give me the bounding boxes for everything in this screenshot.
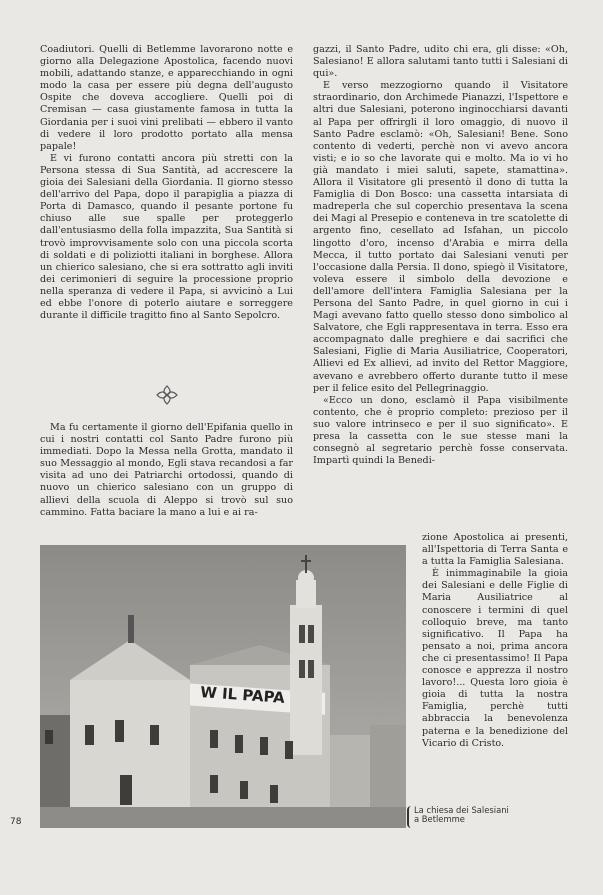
church-photo	[40, 545, 406, 828]
paragraph: gazzi, il Santo Padre, udito chi era, gli disse: «Oh, Salesiano! E allora salutami tanto tutti i Salesiani di qui».	[313, 44, 568, 80]
paragraph: Ma fu certamente il giorno dell'Epifania quello in cui i nostri contatti col Santo Padre furono più immediati. Dopo la Messa nella Grotta, mandato il suo Messaggio al mondo, Egli stava recandosi a far visita ad uno dei Patriarchi ortodossi, quando di nuovo un chierico salesiano con un gruppo di allievi della scuola di Aleppo si trovò sul suo cammino. Fatta baciare la mano a lui e ai ra-	[40, 422, 293, 518]
paragraph: E vi furono contatti ancora più stretti con la Persona stessa di Sua Santità, ad accrescere la gioia dei Salesiani della Giordania. Il giorno stesso dell'arrivo del Papa, dopo il parapiglia a piazza di Porta di Damasco, quando il pesante portone fu chiuso alle sue spalle per proteggerlo dall'entusiasmo della folla impazzita, Sua Santità si trovò improvvisamente solo con una piccola scorta di soldati e di poliziotti italiani in borghese. Allora un chierico salesiano, che si era sottratto agli inviti dei cerimonieri di seguire la processione proprio nella speranza di vedere il Papa, si avvicinò a Lui ed ebbe l'onore di poterlo aiutare e sorreggere durante il difficile tragitto fino al Santo Sepolcro.	[40, 152, 293, 322]
caption-line: La chiesa dei Salesiani	[414, 805, 509, 815]
photo-banner: W IL PAPA	[199, 683, 286, 707]
photo-caption	[414, 806, 509, 825]
paragraph: È inimmaginabile la gioia dei Salesiani e delle Figlie di Maria Ausiliatrice al conoscere i termini di quel colloquio breve, ma tanto significativo. Il Papa ha pensato a noi, prima ancora che ci presentassimo! Il Papa conosce e apprezza il nostro lavoro!... Questa loro gioia è gioia di tutta la nostra Famiglia, perchè tutti abbraccia la benevolenza paterna e la benedizione del Vicario di Cristo.	[422, 568, 568, 749]
paragraph: zione Apostolica ai presenti, all'Ispettoria di Terra Santa e a tutta la Famiglia Salesiana.	[422, 532, 568, 568]
left-column-bottom	[40, 422, 293, 519]
ornament-icon	[155, 384, 179, 406]
left-column-top	[40, 44, 293, 322]
caption-line: a Betlemme	[414, 814, 465, 825]
paragraph: «Ecco un dono, esclamò il Papa visibilmente contento, che è proprio completo: prezioso per il suo valore intrinseco e per il suo significato». E presa la cassetta con le sue stesse mani la consegnò al segretario perchè fosse conservata. Impartì quindi la Benedi-	[313, 394, 568, 467]
paragraph: Coadiutori. Quelli di Betlemme lavorarono notte e giorno alla Delegazione Apostolica, facendo nuovi mobili, adattando stanze, e apparecchiando in ogni modo la casa per essere più degna dell'augusto Ospite che doveva accoglierе. Quelli poi di Cremisan — casa giustamente famosa in tutta la Giordania per i suoi vini prelibati — ebbero il vanto di vedere il loro prodotto portato alla mensa papale!	[40, 44, 293, 152]
right-column-narrow	[422, 532, 568, 750]
right-column-top	[313, 44, 568, 542]
page-number: 78	[10, 817, 22, 827]
paragraph: E verso mezzogiorno quando il Visitatore straordinario, don Archimede Pianazzi, l'Ispettore e altri due Salesiani, poterono inginocchiarsi davanti al Papa per offrirgli il loro omaggio, di nuovo il Santo Padre esclamò: «Oh, Salesiani! Bene. Sono contento di vederti, perchè non vi avevo ancora visti; e io so che lavorate qui e molto. Ma io vi ho già mandato i miei saluti, sapete, stamattina». Allora il Visitatore gli presentò il dono di tutta la Famiglia di Don Bosco: una cassetta intarsiata di madreperla che sul coperchio presentava la scena dei Magi al Presepio e conteneva in tre scatolette di argento fino, cesellato ad Isfahan, un piccolo lingotto d'oro, incenso d'Arabia e mirra della Mecca, il tutto portato dai Salesiani venuti per l'occasione dalla Persia. Il dono, spiegò il Visitatore, voleva essere il simbolo della devozione e dell'amore dell'intera Famiglia Salesiana per la Persona del Santo Padre, in quel giorno in cui i Magi avevano fatto quello stesso dono simbolico al Salvatore, che Egli rappresentava in terra. Esso era accompagnato dalle preghiere e dai sacrifici che Salesiani, Figlie di Maria Ausiliatrice, Cooperatori, Allievi ed Ex allievi, ad invito del Rettor Maggiore, avevano e avrebbero offerto durante tutto il mese per il felice esito del Pellegrinaggio.	[313, 80, 568, 394]
caption-bracket	[407, 806, 413, 828]
